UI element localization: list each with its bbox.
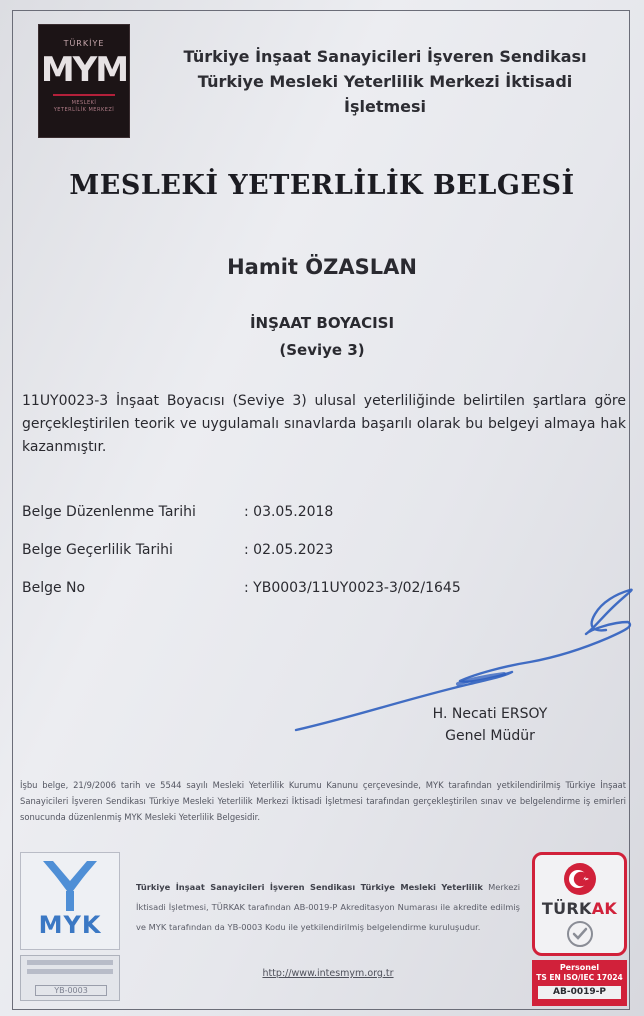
myk-logo — [20, 852, 120, 950]
check-seal-icon — [565, 920, 595, 948]
signer-block — [390, 703, 590, 747]
mym-logo — [38, 24, 130, 138]
myk-emblem-icon — [35, 853, 105, 913]
issuer-line-3: İşletmesi — [344, 97, 426, 116]
turkak-brand-main: TÜRK — [541, 899, 592, 918]
validity-date-value: : 02.05.2023 — [244, 542, 334, 558]
turkak-type: Personel — [559, 963, 600, 972]
signer-title: Genel Müdür — [445, 728, 535, 744]
myk-accreditation-box — [20, 955, 120, 1001]
accreditation-statement — [136, 877, 520, 937]
myk-accreditation-code: YB-0003 — [35, 985, 107, 996]
turkak-info — [532, 960, 627, 1006]
issue-date-label: Belge Düzenlenme Tarihi — [22, 504, 196, 520]
validity-date-label: Belge Geçerlilik Tarihi — [22, 542, 173, 558]
accreditation-statement-rest: Merkezi İktisadi İşletmesi, TÜRKAK tarafından AB-0019-P Akreditasyon Numarası ile akredite edilmiş ve MYK tarafından da YB-0003 Kodu ile yetkilendirilmiş belgelendirme kuruluşudur. — [136, 882, 521, 932]
logo-divider — [53, 94, 115, 96]
legal-notice: İşbu belge, 21/9/2006 tarih ve 5544 sayılı Mesleki Yeterlilik Kurumu Kanunu çerçevesinde, MYK tarafından yetkilendirilmiş Türkiye İnşaat Sanayicileri İşveren Sendikası Türkiye Mesleki Yeterlilik Merkezi İktisadi İşletmesi tarafından gerçekleştirilen sınav ve belgelendirme iş emirleri sonucunda düzenlenmiş MYK Mesleki Yeterlilik Belgesidir. — [20, 780, 626, 822]
turkish-crescent-icon — [560, 861, 600, 897]
issue-date-value: : 03.05.2018 — [244, 504, 334, 520]
certificate-no-value: : YB0003/11UY0023-3/02/1645 — [244, 580, 461, 596]
turkak-logo — [532, 852, 627, 956]
certificate-no-label: Belge No — [22, 580, 86, 596]
issuer-line-2: Türkiye Mesleki Yeterlilik Merkezi İktisadi — [197, 72, 573, 91]
qualification-statement: 11UY0023-3 İnşaat Boyacısı (Seviye 3) ulusal yeterliliğinde belirtilen şartlara göre gerçekleştirilen teorik ve uygulamalı sınavlarda başarılı olarak bu belgeyi almaya hak kazanmıştır. — [22, 393, 626, 455]
logo-subtitle-line1: MESLEKİ — [71, 100, 97, 106]
myk-accreditation-stripe — [27, 960, 113, 965]
logo-subtitle-line2: YETERLİLİK MERKEZİ — [53, 107, 115, 113]
issuer-line-1: Türkiye İnşaat Sanayicileri İşveren Sendikası — [183, 47, 587, 66]
validity-date-row — [22, 542, 333, 558]
turkak-brand — [542, 899, 617, 918]
logo-subtitle — [54, 100, 115, 114]
signer-name: H. Necati ERSOY — [432, 706, 548, 722]
myk-logo-text: MYK — [38, 911, 102, 939]
logo-country-text: TÜRKİYE — [63, 39, 105, 48]
profession-level: (Seviye 3) — [279, 341, 365, 359]
turkak-brand-accent: AK — [591, 899, 618, 918]
certificate-title: MESLEKİ YETERLİLİK BELGESİ — [69, 170, 575, 201]
turkak-code: AB-0019-P — [538, 986, 621, 999]
profession-block — [0, 310, 644, 364]
profession-name: İNŞAAT BOYACISI — [249, 314, 395, 332]
myk-accreditation-stripe — [27, 969, 113, 974]
turkak-standard: TS EN ISO/IEC 17024 — [536, 973, 623, 982]
website-link[interactable]: http://www.intesmym.org.tr — [262, 968, 394, 979]
holder-name: Hamit ÖZASLAN — [227, 255, 417, 279]
accreditation-statement-bold: Türkiye İnşaat Sanayicileri İşveren Sendikası Türkiye Mesleki Yeterlilik — [136, 882, 483, 892]
logo-mym-text: MYM — [40, 50, 128, 90]
issue-date-row — [22, 504, 333, 520]
issuer-header — [150, 44, 620, 119]
